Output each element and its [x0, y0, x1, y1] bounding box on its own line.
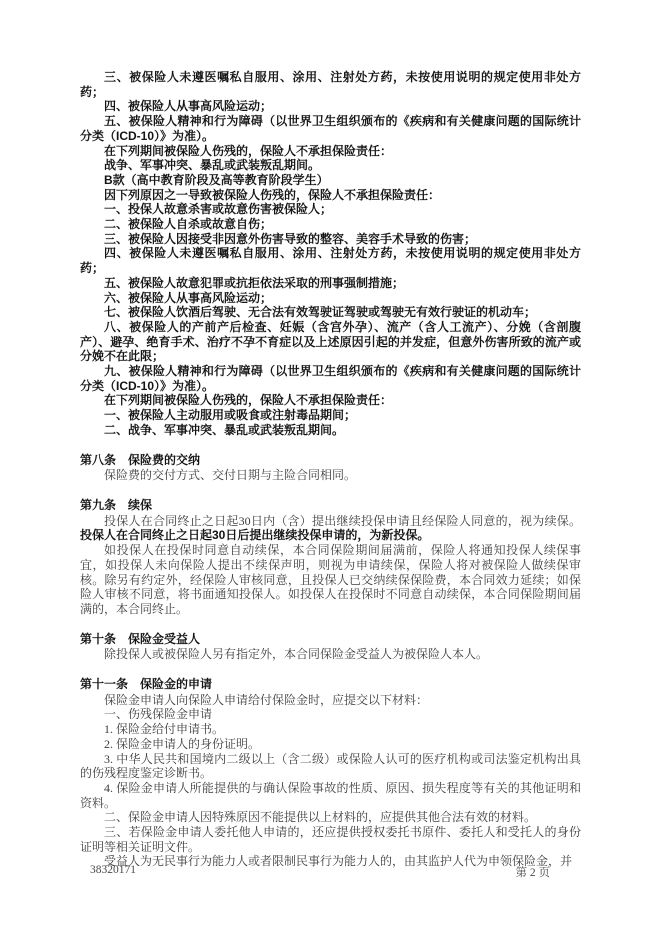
clause-paragraph: 九、被保险人精神和行为障碍（以世界卫生组织颁布的《疾病和有关健康问题的国际统计分类（ICD-10）》为准）。 — [80, 364, 581, 393]
clause-paragraph: 五、被保险人精神和行为障碍（以世界卫生组织颁布的《疾病和有关健康问题的国际统计分类（ICD-10）》为准）。 — [80, 114, 581, 143]
clause-paragraph: 二、被保险人自杀或故意自伤； — [104, 217, 273, 232]
clause-paragraph: 二、战争、军事冲突、暴乱或武装叛乱期间。 — [104, 422, 345, 437]
article-heading: 第九条 续保 — [80, 497, 153, 512]
clause-paragraph: 4. 保险金申请人所能提供的与确认保险事故的性质、原因、损失程度等有关的其他证明和资料。 — [80, 780, 581, 810]
clause-paragraph: 保险金申请人向保险人申请给付保险金时，应提交以下材料： — [104, 692, 429, 707]
clause-paragraph: 一、伤残保险金申请 — [104, 707, 213, 722]
document-body — [80, 70, 581, 869]
article-heading: 第十一条 保险金的申请 — [80, 677, 213, 692]
page-number: 第 2 页 — [515, 867, 550, 879]
document-number: 38320171 — [90, 864, 136, 876]
clause-paragraph: 四、被保险人从事高风险运动； — [104, 99, 273, 114]
clause-paragraph: 二、保险金申请人因特殊原因不能提供以上材料的，应提供其他合法有效的材料。 — [104, 810, 537, 825]
clause-paragraph: 四、被保险人未遵医嘱私自服用、涂用、注射处方药，未按使用说明的规定使用非处方药； — [80, 246, 581, 276]
clause-paragraph: 如投保人在投保时同意自动续保，本合同保险期间届满前，保险人将通知投保人续保事宜，如投保人未向保险人提出不续保声明，则视为申请续保，保险人将对被保险人做续保审核。除另有约定外，经保险人审核同意，且投保人已交纳续保保险费，本合同效力延续；如保险人审核不同意，将书面通知投保人。如投保人在投保时不同意自动续保，本合同保险期间届满的，本合同终止。 — [80, 543, 581, 616]
clause-paragraph: 三、若保险金申请人委托他人申请的，还应提供授权委托书原件、委托人和受托人的身份证明等相关证明文件。 — [80, 825, 581, 854]
bold-clause-text: 投保人在合同终止之日起30日后提出继续投保申请的，为新投保。 — [80, 528, 430, 543]
page-footer — [0, 864, 662, 880]
clause-paragraph: 一、投保人故意杀害或故意伤害被保险人； — [104, 202, 333, 217]
article-heading: 第十条 保险金受益人 — [80, 631, 201, 646]
clause-paragraph: 2. 保险金申请人的身份证明。 — [104, 736, 261, 751]
article-heading: 第八条 保险费的交纳 — [80, 452, 201, 467]
clause-paragraph: 保险费的交付方式、交付日期与主险合同相同。 — [104, 468, 357, 483]
clause-text: 投保人在合同终止之日起30日内（含）提出继续投保申请且经保险人同意的，视为续保。 — [104, 513, 581, 528]
clause-paragraph: 因下列原因之一导致被保险人伤残的，保险人不承担保险责任： — [104, 187, 441, 202]
clause-paragraph: 除投保人或被保险人另有指定外，本合同保险金受益人为被保险人本人。 — [104, 647, 489, 662]
clause-paragraph: 三、被保险人因接受非因意外伤害导致的整容、美容手术导致的伤害； — [104, 231, 477, 246]
clause-paragraph — [80, 514, 581, 543]
clause-paragraph: 八、被保险人的产前产后检查、妊娠（含宫外孕）、流产（含人工流产）、分娩（含剖腹产）、避孕、绝育手术、治疗不孕不育症以及上述原因引起的并发症，但意外伤害所致的流产或分娩不在此限； — [80, 319, 581, 364]
clause-paragraph: 1. 保险金给付申请书。 — [104, 722, 225, 737]
clause-paragraph: 3. 中华人民共和国境内二级以上（含二级）或保险人认可的医疗机构或司法鉴定机构出具的伤残程度鉴定诊断书。 — [80, 751, 581, 781]
clause-paragraph: 在下列期间被保险人伤残的，保险人不承担保险责任： — [104, 143, 393, 158]
clause-paragraph: B款（高中教育阶段及高等教育阶段学生） — [104, 172, 329, 187]
clause-paragraph: 五、被保险人故意犯罪或抗拒依法采取的刑事强制措施； — [104, 275, 405, 290]
clause-paragraph: 一、被保险人主动服用或吸食或注射毒品期间； — [104, 408, 357, 423]
clause-paragraph: 六、被保险人从事高风险运动； — [104, 290, 273, 305]
clause-paragraph: 受益人为无民事行为能力人或者限制民事行为能力人的，由其监护人代为申领保险金，并 — [104, 854, 573, 869]
clause-paragraph: 三、被保险人未遵医嘱私自服用、涂用、注射处方药，未按使用说明的规定使用非处方药； — [80, 70, 581, 99]
clause-paragraph: 七、被保险人饮酒后驾驶、无合法有效驾驶证驾驶或驾驶无有效行驶证的机动车； — [104, 305, 537, 320]
clause-paragraph: 在下列期间被保险人伤残的，保险人不承担保险责任： — [104, 393, 393, 408]
clause-paragraph: 战争、军事冲突、暴乱或武装叛乱期间。 — [104, 158, 321, 173]
